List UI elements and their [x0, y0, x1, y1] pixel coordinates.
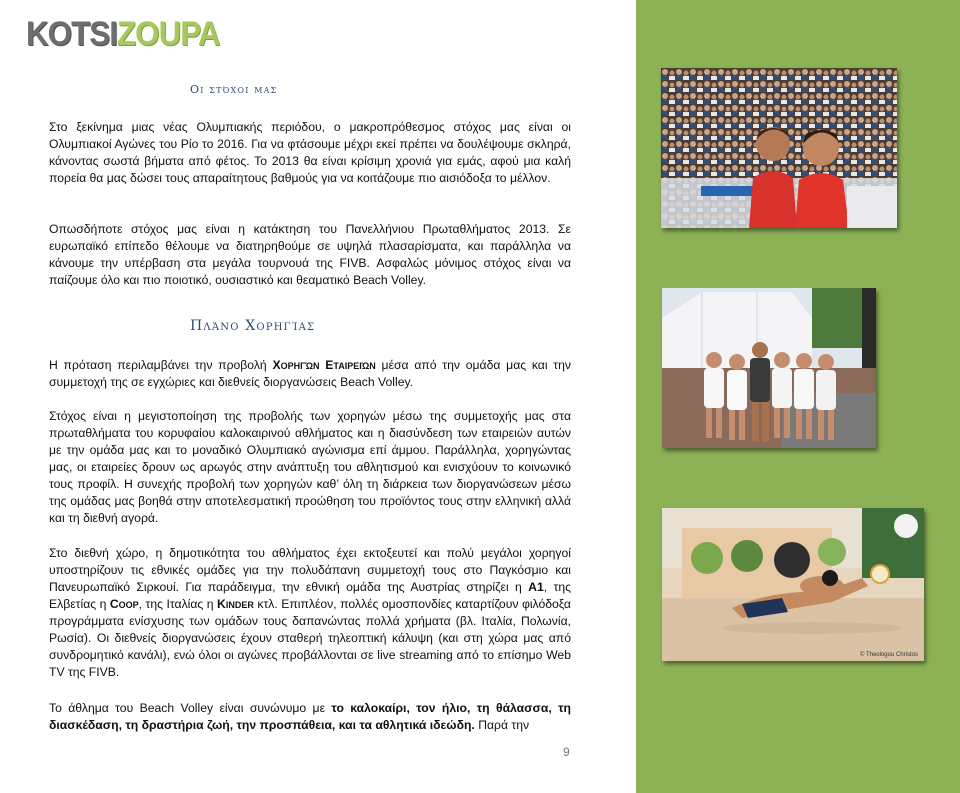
- logo-part-zoupa: ZOUPA: [116, 15, 220, 53]
- text-segment: Η πρόταση περιλαμβάνει την προβολή: [49, 358, 273, 372]
- text-segment: , της Ελβετίας η: [49, 580, 571, 611]
- players-crowd-image: [661, 68, 897, 228]
- sponsorship-paragraph-4: [49, 700, 571, 734]
- goals-paragraph-1: Στο ξεκίνημα μιας νέας Ολυμπιακής περιόδου, ο μακροπρόθεσμος στόχος μας είναι οι Ολυμπιακοί Αγώνες του Ρίο το 2016. Για να φτάσουμε μέχρι εκεί πρέπει να δουλέψουμε σκληρά, κάνοντας σωστά βήματα από φέτος. Το 2013 θα είναι κρίσιμη χρονιά για εμάς, αφού μια καλή πορεία θα μας δώσει τους απαραίτητους βαθμούς για να κοιτάζουμε πιο αισιόδοξα το μέλλον.: [49, 120, 571, 185]
- photo-credit: © Theologou Christos: [859, 652, 918, 658]
- team-image: [662, 288, 876, 448]
- kotsizoupa-logo: [26, 16, 220, 52]
- sponsorship-paragraph-1: [49, 357, 571, 391]
- text-segment: μέσα από την ομάδα μας και την συμμετοχή της σε εγχώριες και διεθνείς διοργανώσεις Beach Volley.: [49, 358, 571, 389]
- sponsorship-heading: Πλάνο Χορηγίας: [190, 318, 316, 334]
- sponsor-companies-emphasis: Χορηγών Εταιρειών: [272, 358, 376, 372]
- sponsorship-paragraph-3: [49, 545, 571, 681]
- team-photo: [662, 288, 876, 448]
- diving-player-photo: [662, 508, 924, 661]
- sponsor-coop: Coop: [109, 597, 139, 611]
- summer-values-emphasis: το καλοκαίρι, τον ήλιο, τη θάλασσα, τη διασκέδαση, τη δραστήρια ζωή, την προσπάθεια, και τα αθλητικά ιδεώδη.: [49, 701, 571, 732]
- sponsorship-paragraph-2: Στόχος είναι η μεγιστοποίηση της προβολής των χορηγών μέσω της συμμετοχής μας στα πρωταθλήματα του κορυφαίου καλοκαιρινού αθλήματος και η διασύνδεση των εταιρειών αυτών με την ομάδα μας και το μοναδικό Ολυμπιακό αγώνισμα επί άμμου. Παράλληλα, χορηγώντας μας, οι εταιρείες δρουν ως αρωγός στην ανάπτυξη του αθλητισμού και ενισχύουν το κοινωνικό τους προφίλ. Η συνεχής προβολή των χορηγών καθ’ όλη τη διάρκεια των διοργανώσεων μέσω της ομάδας μας βοηθά στην αποτελεσματική προώθηση του προϊόντος τους στην ελληνική αλλά και τη διεθνή αγορά.: [49, 409, 571, 525]
- page-number: 9: [563, 745, 570, 759]
- sponsor-a1: A1: [528, 580, 544, 594]
- text-segment: Το άθλημα του Beach Volley είναι συνώνυμο με: [49, 701, 332, 715]
- goals-heading: Οι στόχοι μας: [190, 83, 278, 96]
- text-segment: Στο διεθνή χώρο, η δημοτικότητα του αθλήματος έχει εκτοξευτεί και πολύ μεγάλοι χορηγοί υποστηρίζουν τις εθνικές ομάδες για την πολυδάπανη συμμετοχή τους στο Παγκόσμιο και Πανευρωπαϊκό Σιρκουί. Για παράδειγμα, την εθνική ομάδα της Αυστρίας στηρίζει η: [49, 546, 571, 594]
- text-segment: κτλ. Επιπλέον, πολλές ομοσπονδίες καταρτίζουν φιλόδοξα προγράμματα ενίσχυσης των ομάδων τους δαπανώντας πολλά χρήματα (βλ. Ιταλία, Πολωνία, Ρωσία). Οι διεθνείς διοργανώσεις έχουν σταθερή τηλεοπτική κάλυψη (και στη χώρα μας από συνδρομητικό κανάλι), ενώ όλοι οι αγώνες προβάλλονται σε live streaming από το επίσημο Web TV της FIVB.: [49, 597, 571, 679]
- goals-paragraph-2: Οπωσδήποτε στόχος μας είναι η κατάκτηση του Πανελλήνιου Πρωταθλήματος 2013. Σε ευρωπαϊκό επίπεδο θέλουμε να διατηρηθούμε σε υψηλά πλασαρίσματα, και παράλληλα να κάνουμε την υπέρβαση στα μεγάλα τουρνουά της FIVB. Ασφαλώς μόνιμος στόχος είναι να παίζουμε όλο και πιο ποιοτικό, ουσιαστικό και θεαματικό Beach Volley.: [49, 222, 571, 287]
- players-crowd-photo: [661, 68, 897, 228]
- diving-player-image: [662, 508, 924, 661]
- sponsor-kinder: Kinder: [217, 597, 254, 611]
- logo-part-kotsi: KOTSI: [26, 15, 117, 53]
- text-segment: , της Ιταλίας η: [138, 597, 218, 611]
- text-segment: Παρά την: [474, 718, 530, 732]
